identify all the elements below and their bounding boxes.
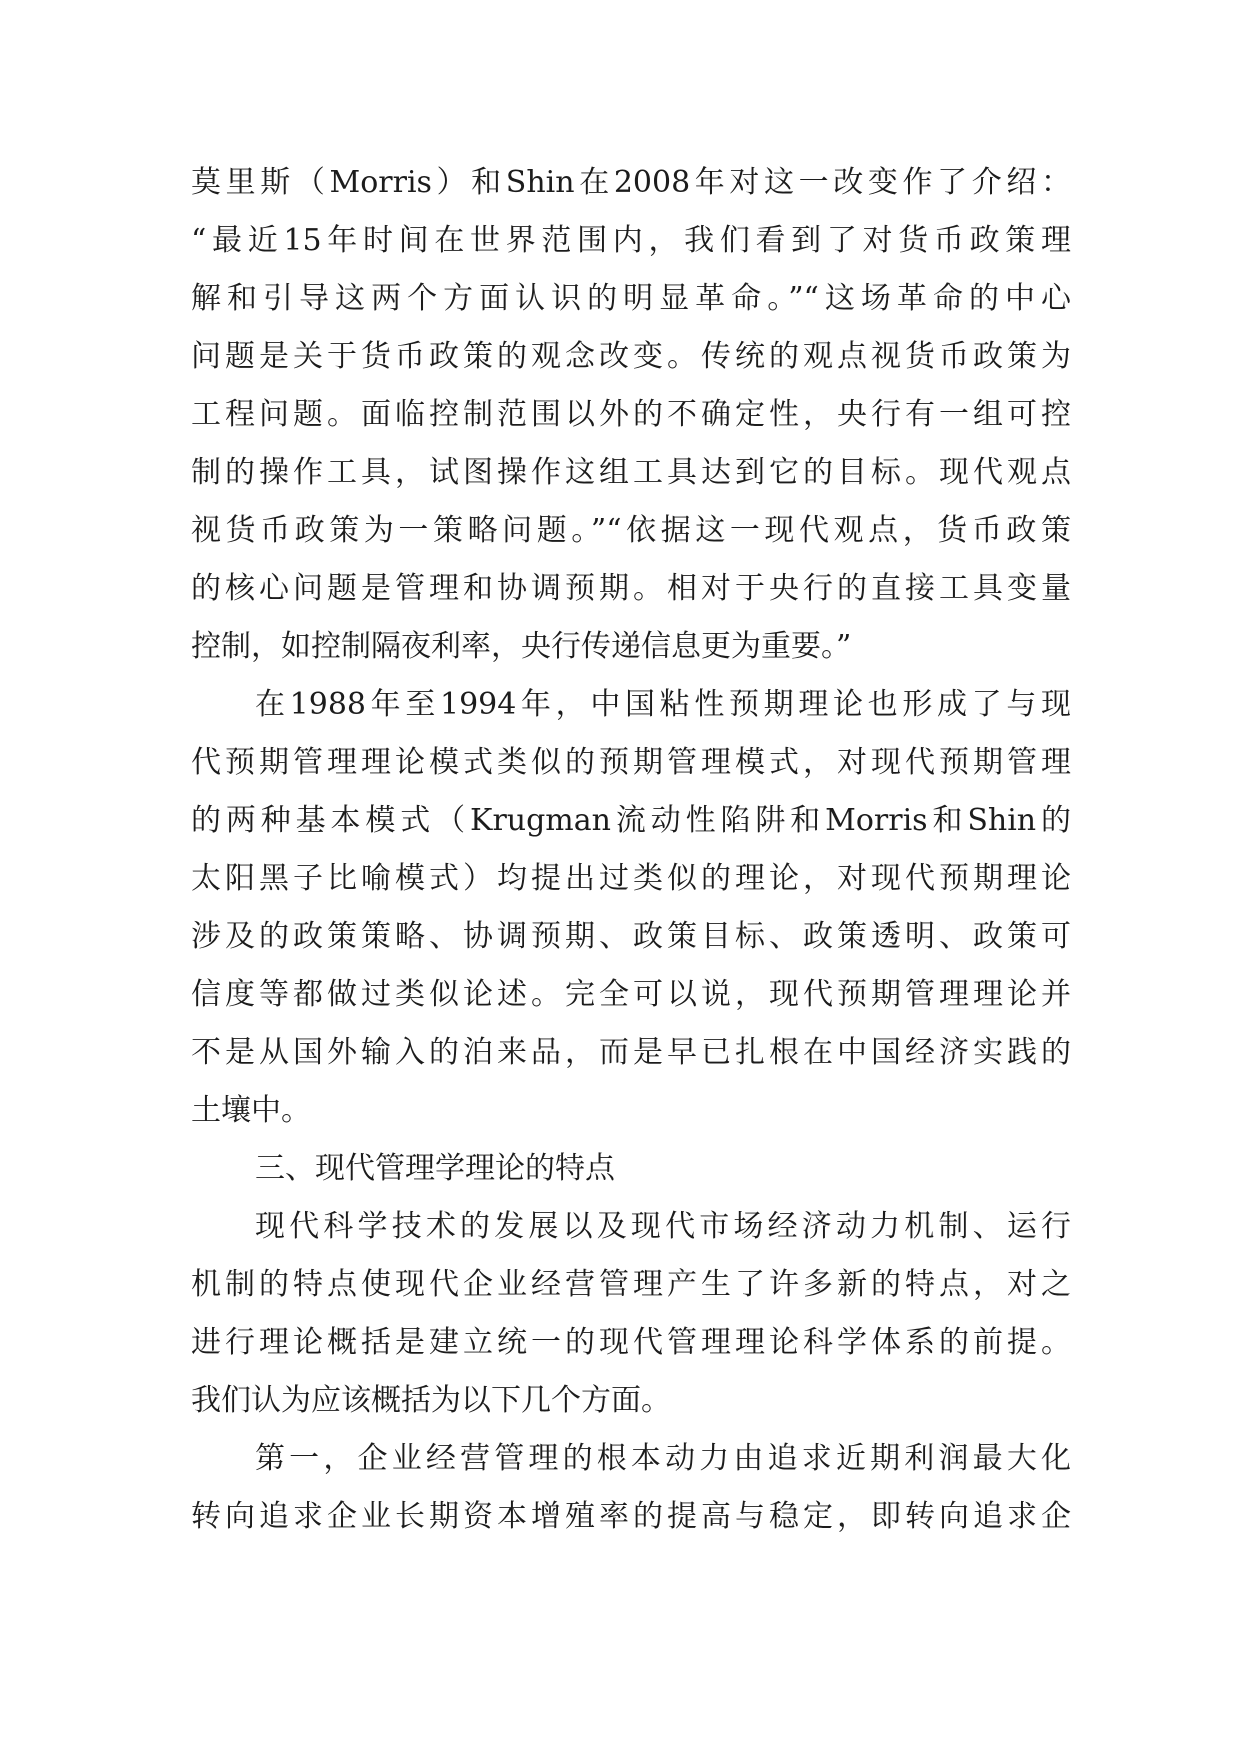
text-line: 解和引导这两个方面认识的明显革命。”“这场革命的中心 (191, 281, 1071, 316)
text-line: 代预期管理理论模式类似的预期管理模式，对现代预期管理 (191, 745, 1071, 780)
text-line: 不是从国外输入的泊来品，而是早已扎根在中国经济实践的 (191, 1035, 1071, 1070)
text-line: 工程问题。面临控制范围以外的不确定性，央行有一组可控 (191, 397, 1071, 432)
text-line: “最近15年时间在世界范围内，我们看到了对货币政策理 (191, 223, 1071, 258)
paragraph-first-line: 在1988年至1994年，中国粘性预期理论也形成了与现 (255, 687, 1071, 722)
paragraph-first-line: 第一，企业经营管理的根本动力由追求近期利润最大化 (255, 1441, 1071, 1476)
text-line: 的核心问题是管理和协调预期。相对于央行的直接工具变量 (191, 571, 1071, 606)
text-line: 太阳黑子比喻模式）均提出过类似的理论，对现代预期理论 (191, 861, 1071, 896)
text-line: 信度等都做过类似论述。完全可以说，现代预期管理理论并 (191, 977, 1071, 1012)
text-line: 的两种基本模式（Krugman流动性陷阱和Morris和Shin的 (191, 803, 1071, 838)
text-line: 进行理论概括是建立统一的现代管理理论科学体系的前提。 (191, 1325, 1071, 1360)
text-line: 我们认为应该概括为以下几个方面。 (191, 1383, 671, 1418)
text-line: 土壤中。 (191, 1093, 311, 1128)
text-line: 涉及的政策策略、协调预期、政策目标、政策透明、政策可 (191, 919, 1071, 954)
text-line: 机制的特点使现代企业经营管理产生了许多新的特点，对之 (191, 1267, 1071, 1302)
section-heading: 三、现代管理学理论的特点 (255, 1151, 615, 1186)
text-line: 问题是关于货币政策的观念改变。传统的观点视货币政策为 (191, 339, 1071, 374)
body-text (191, 154, 1071, 1546)
text-line: 视货币政策为一策略问题。”“依据这一现代观点，货币政策 (191, 513, 1071, 548)
text-line: 莫里斯（Morris）和Shin在2008年对这一改变作了介绍： (191, 165, 1071, 200)
text-line: 制的操作工具，试图操作这组工具达到它的目标。现代观点 (191, 455, 1071, 490)
text-line: 控制，如控制隔夜利率，央行传递信息更为重要。” (191, 629, 852, 664)
text-line: 转向追求企业长期资本增殖率的提高与稳定，即转向追求企 (191, 1499, 1071, 1534)
paragraph-first-line: 现代科学技术的发展以及现代市场经济动力机制、运行 (255, 1209, 1071, 1244)
